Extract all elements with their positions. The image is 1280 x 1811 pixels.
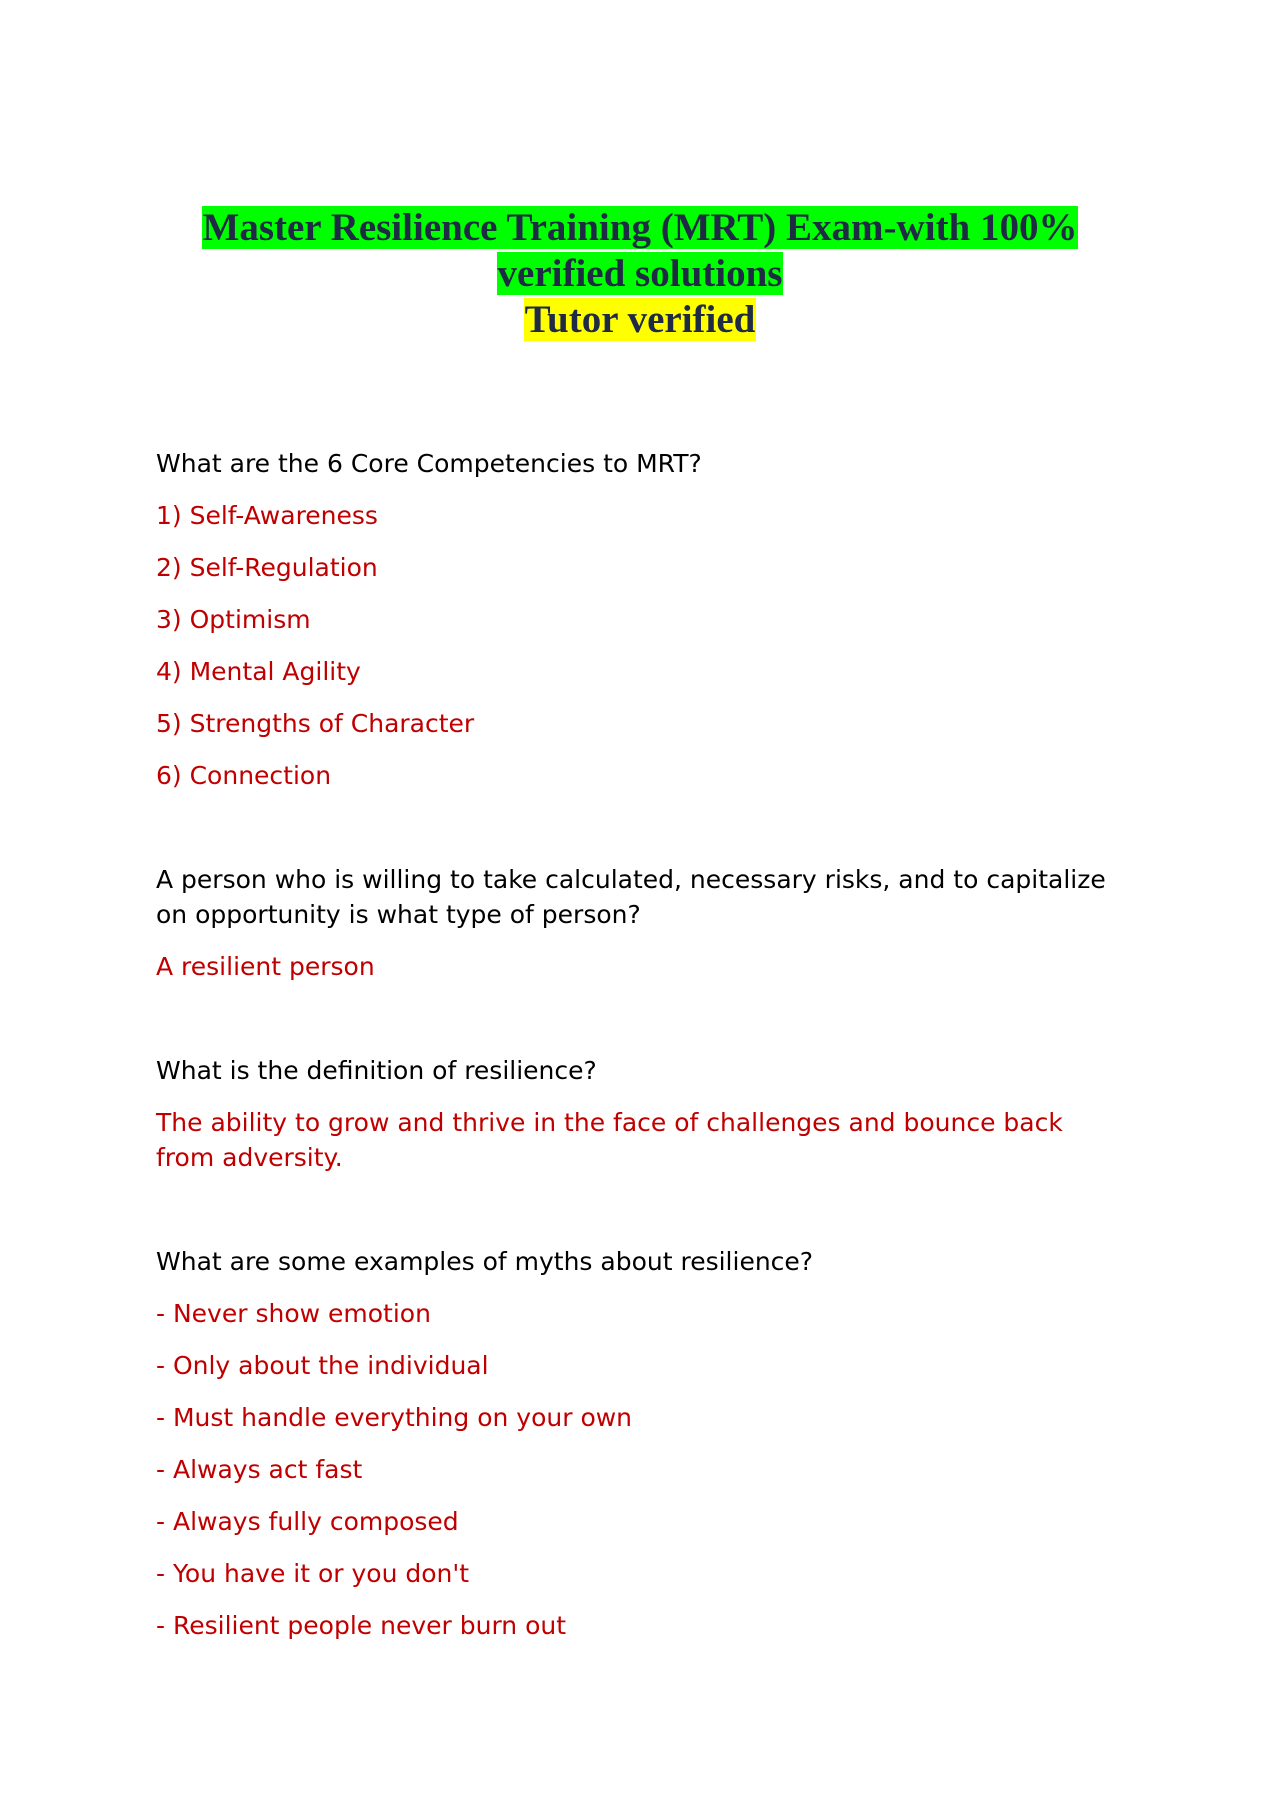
answer-1-2: 2) Self-Regulation <box>156 553 378 582</box>
answer-4-1: - Never show emotion <box>156 1299 431 1328</box>
answer-list-4 <box>156 1296 1116 1643</box>
answer-list-3 <box>156 1105 1116 1175</box>
answer-1-3: 3) Optimism <box>156 605 311 634</box>
answer-4-5: - Always fully composed <box>156 1507 459 1536</box>
title-text-2: verified solutions <box>497 252 783 295</box>
qa-block-2 <box>156 862 1116 1001</box>
answer-1-1: 1) Self-Awareness <box>156 501 378 530</box>
answer-4-4: - Always act fast <box>156 1455 363 1484</box>
qa-block-3 <box>156 1053 1116 1192</box>
answer-2-1: A resilient person <box>156 952 375 981</box>
answer-4-7: - Resilient people never burn out <box>156 1611 567 1640</box>
question-2: A person who is willing to take calculated, necessary risks, and to capitalize on opportunity is what type of person? <box>156 865 1106 929</box>
answer-3-1: The ability to grow and thrive in the face of challenges and bounce back from adversity. <box>156 1108 1063 1172</box>
answer-4-6: - You have it or you don't <box>156 1559 470 1588</box>
answer-4-3: - Must handle everything on your own <box>156 1403 633 1432</box>
qa-block-1 <box>156 446 1116 810</box>
qa-block-4 <box>156 1244 1116 1660</box>
question-3: What is the definition of resilience? <box>156 1056 597 1085</box>
subtitle-text: Tutor verified <box>524 298 756 341</box>
answer-list-1 <box>156 498 1116 793</box>
subtitle-line <box>140 297 1140 343</box>
question-4: What are some examples of myths about resilience? <box>156 1247 814 1276</box>
answer-1-6: 6) Connection <box>156 761 332 790</box>
title-text-1: Master Resilience Training (MRT) Exam-with 100% <box>202 206 1078 249</box>
answer-4-2: - Only about the individual <box>156 1351 489 1380</box>
answer-list-2 <box>156 949 1116 984</box>
title-line-1 <box>140 205 1140 251</box>
question-1: What are the 6 Core Competencies to MRT? <box>156 449 702 478</box>
answer-1-5: 5) Strengths of Character <box>156 709 475 738</box>
document-title <box>140 205 1140 343</box>
answer-1-4: 4) Mental Agility <box>156 657 361 686</box>
title-line-2 <box>140 251 1140 297</box>
